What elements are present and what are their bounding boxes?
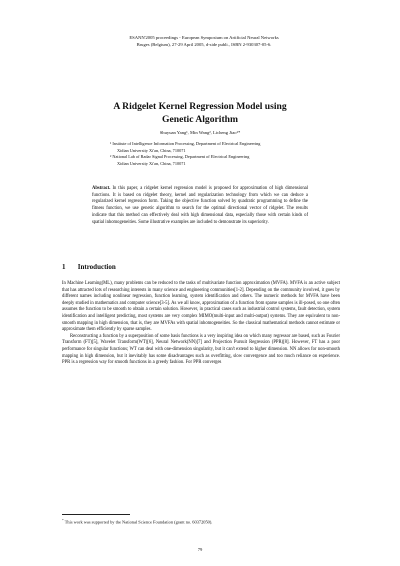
title-line-2: Genetic Algorithm — [162, 113, 238, 125]
section-number: 1 — [62, 263, 66, 271]
affiliations — [110, 141, 310, 167]
affiliation-2-address: Xidian University Xi'an, China, 710071 — [117, 160, 186, 166]
paper-title — [60, 101, 340, 126]
footnote-rule — [62, 514, 130, 515]
affiliation-1-address: Xidian University Xi'an, China, 710071 — [117, 147, 186, 153]
section-title: Introduction — [77, 263, 116, 271]
abstract — [92, 186, 308, 226]
header-line-1: ESANN'2005 proceedings - European Symposium on Artificial Neural Networks — [129, 35, 279, 40]
abstract-text: In this paper, a ridgelet kernel regression model is proposed for approximation of high dimensional functions. It is based on ridgelet theory, kernel and regularization technology from which we can deduce a regularized kernel regression form. Taking the objective function solved by quadratic programming to define the fitness function, we use genetic algorithm to search for the optimal directional vector of ridgelet. The results indicate that this method can effectively deal with high dimensional data, especially those with certain kinds of spatial inhomogeneities. Some illustrative examples are included to demonstrate its superiority. — [92, 186, 308, 225]
footnote — [62, 517, 340, 525]
affiliation-1: ¹ Institute of Intelligence Information Processing, Department of Electrical Engineering — [110, 141, 261, 146]
footnote-mark: * — [62, 518, 64, 522]
body-text — [62, 281, 340, 367]
abstract-label: Abstract. — [92, 186, 111, 191]
authors: Shuyuan Yang¹, Min Wang², Licheng Jiao¹* — [159, 130, 241, 135]
footnote-text: This work was supported by the National Science Foundation (grant no. 60372050). — [64, 519, 213, 525]
header-line-2: Bruges (Belgium), 27-29 April 2005, d-side publi., ISBN 2-930307-05-6. — [136, 41, 272, 47]
proceedings-header — [84, 35, 324, 48]
page-number: 79 — [197, 547, 203, 552]
affiliation-2: ² National Lab of Radar Signal Processing, Department of Electrical Engineering — [110, 154, 250, 159]
paragraph-1: In Machine Learning(ML), many problems can be reduced to the tasks of multivariate function approximation (MVFA). MVFA is an active subject that has attracted lots of researching interests in many science and engineering communities[1-2]. Depending on the community involved, it goes by different names including nonlinear regression, function learning, system identification and others. The numeric methods for MVFA have been deeply studied in mathematics and computer science[3-5]. As we all know, approximation of a function from sparse samples is ill-posed, so one often assumes the function to be smooth to obtain a certain solution. However, in practical cases such as industrial control systems, fault detection, system identification and intelligent predicting, most systems are very complex MIMO(multi-input and multi-output) systems. They are equivalent to non-smooth mapping in high dimension, that is, they are MVFAs with spatial inhomogeneities. So the classical mathematical methods cannot estimate or approximate them efficiently by sparse samples. — [62, 281, 340, 333]
paragraph-2: Reconstructing a function by a superposition of some basis functions is a very inspiring idea on which many regressor are based, such as Fourier Transform (FT)[5], Wavelet Transform(WT)[6], Neural Network(NN)[7] and Projection Pursuit Regression (PPR)[8]. However, FT has a poor performance for singular functions; WT can deal with one-dimension singularity, but it can't extend to higher dimension. NN allows for non-smooth mapping in high dimension, but it inevitably has some disadvantages such as overfitting, slow convergence and too much reliance on experience. PPR is a regression way for smooth functions in a greedy fashion. For PPR converges — [62, 333, 340, 366]
title-line-1: A Ridgelet Kernel Regression Model using — [113, 101, 287, 112]
section-heading — [62, 263, 116, 271]
